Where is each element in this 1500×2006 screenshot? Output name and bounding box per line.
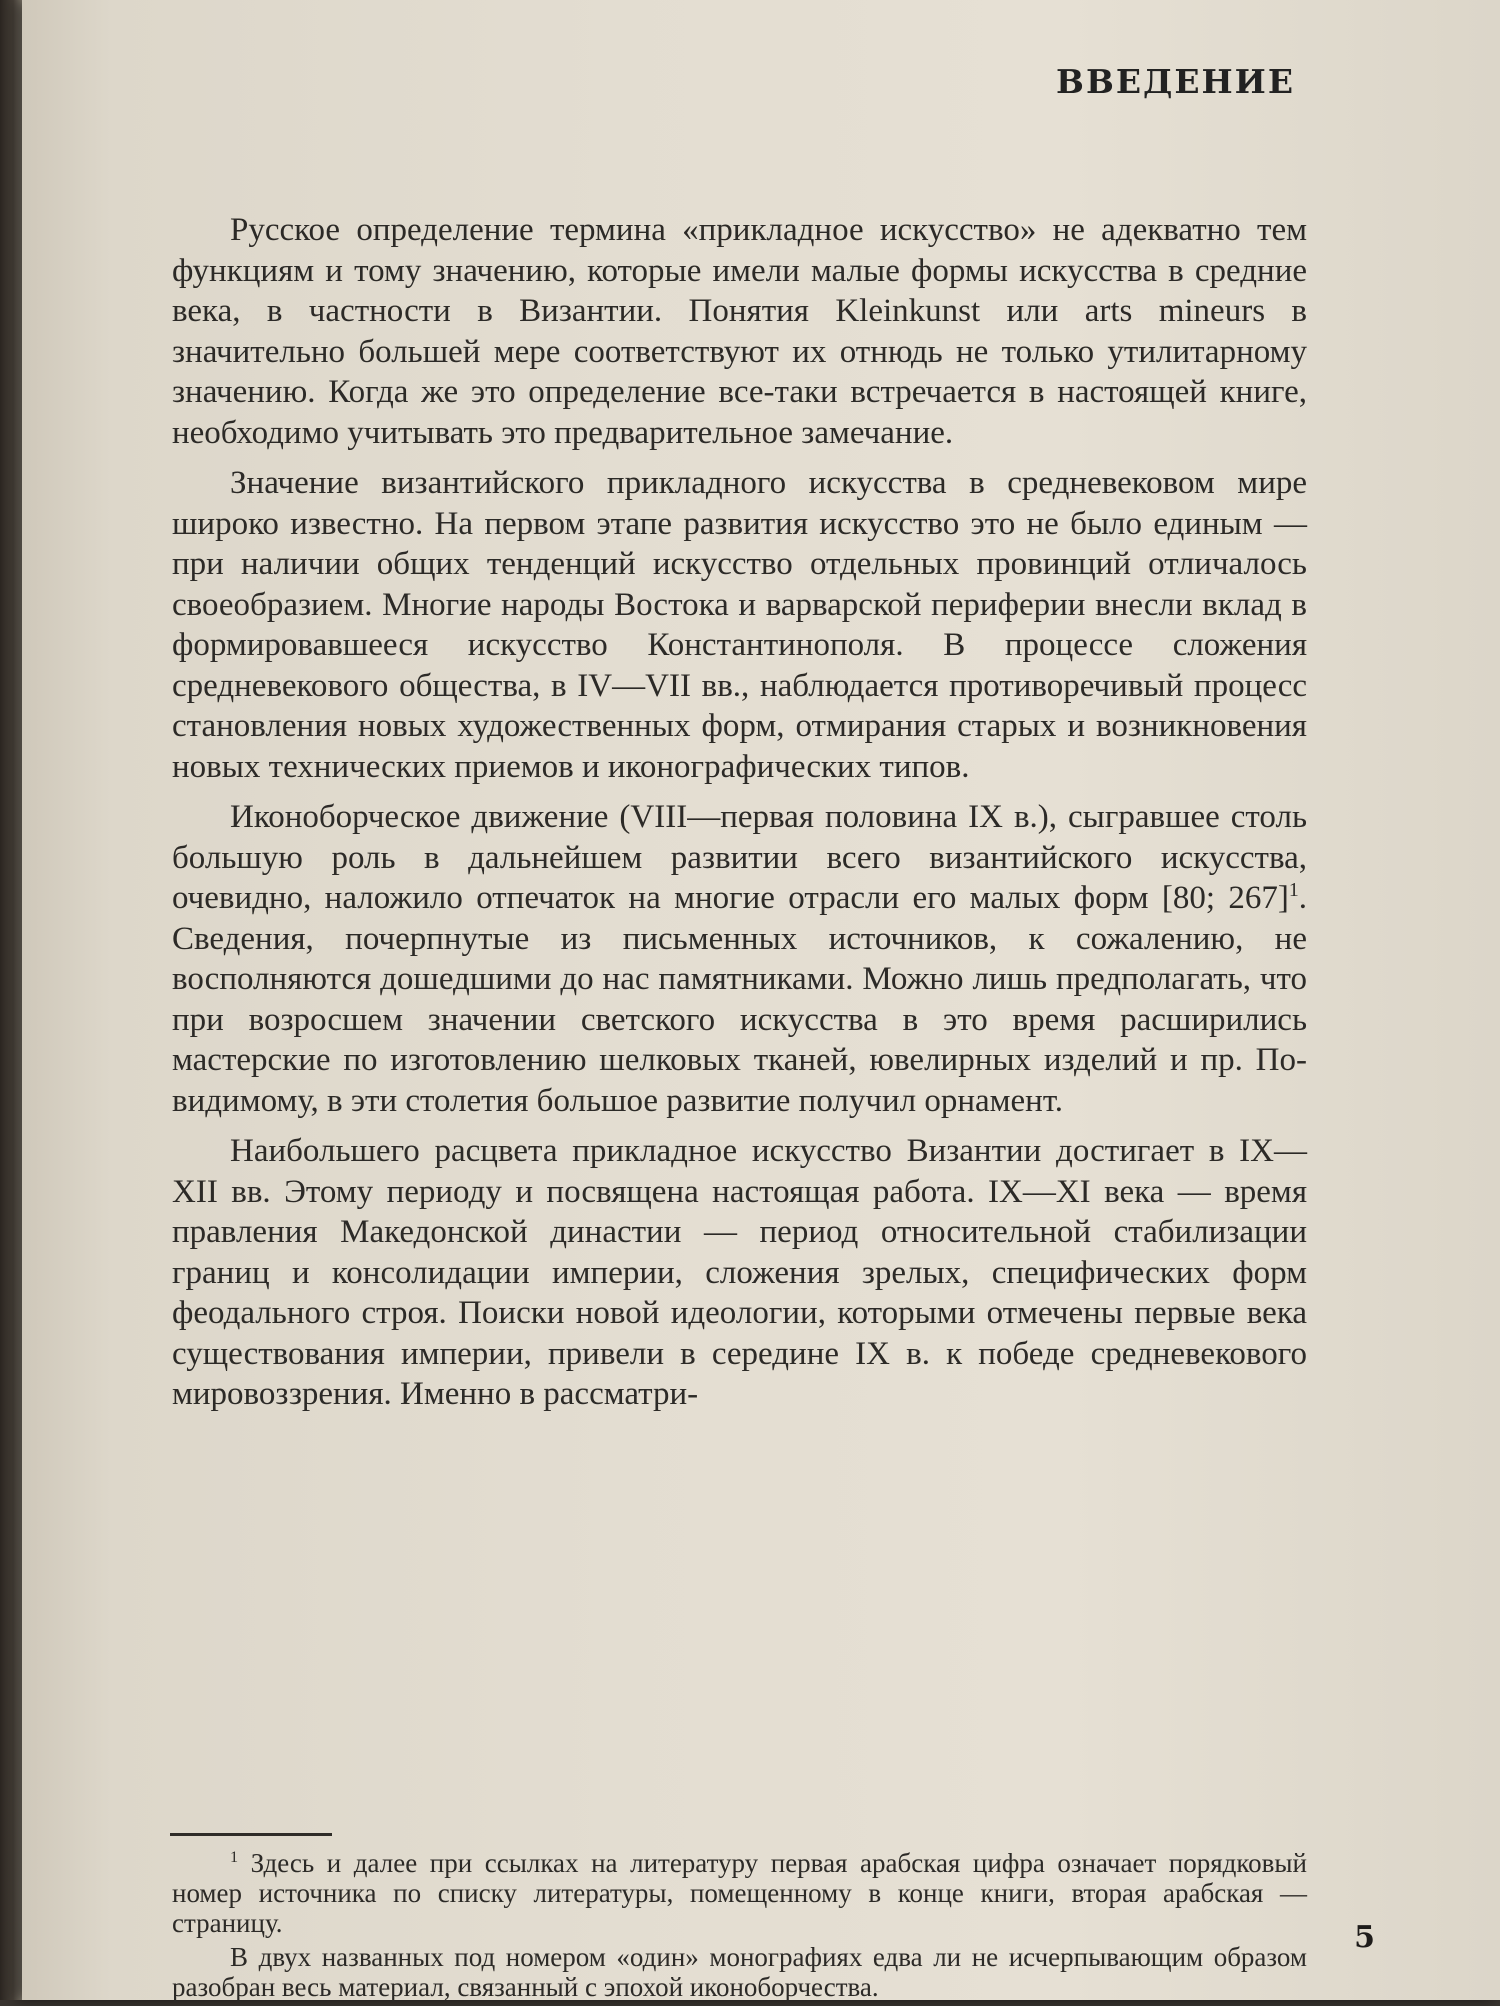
chapter-heading: ВВЕДЕНИЕ (1056, 62, 1295, 101)
footnote-1 (172, 1848, 1307, 1938)
body-text (172, 210, 1307, 1425)
book-page (22, 0, 1500, 2000)
paragraph-3-text-a: Иконоборческое движение (VIII—первая половина IX в.), сыгравшее столь большую роль в дальнейшем развитии всего византийского искусства, очевидно, наложило отпечаток на многие отрасли его малых форм [80; 267] (172, 799, 1307, 916)
footnote-2: В двух названных под номером «один» монографиях едва ли не исчерпывающим образом разобран весь материал, связанный с эпохой иконоборчества. (172, 1942, 1307, 2002)
footnote-marker: 1 (230, 1848, 239, 1866)
paragraph-1: Русское определение термина «прикладное искусство» не адекватно тем функциям и тому значению, которые имели малые формы искусства в средние века, в частности в Византии. Понятия Kleinkunst или arts mineurs в значительно большей мере соответствуют их отнюдь не только утилитарному значению. Когда же это определение все-таки встречается в настоящей книге, необходимо учитывать это предварительное замечание. (172, 212, 1307, 451)
footnotes (172, 1848, 1307, 2006)
footnote-ref: 1 (1288, 879, 1299, 901)
paragraph-3-text-b: . Сведения, почерпнутые из письменных источников, к сожалению, не восполняются дошедшими до нас памятниками. Можно лишь предполагать, что при возросшем значении светского искусства в это время расширились мастерские по изготовлению шелковых тканей, ювелирных изделий и пр. По-видимому, в эти столетия большое развитие получил орнамент. (172, 880, 1307, 1119)
paragraph-3 (172, 797, 1307, 1121)
footnote-divider (170, 1833, 332, 1836)
page-number: 5 (1354, 1920, 1375, 1955)
paragraph-4: Наибольшего расцвета прикладное искусство Византии достигает в IX—XII вв. Этому периоду и посвящена настоящая работа. IX—XI века — время правления Македонской династии — период относительной стабилизации границ и консолидации империи, сложения зрелых, специфических форм феодального строя. Поиски новой идеологии, которыми отмечены первые века существования империи, привели в середине IX в. к победе средневекового мировоззрения. Именно в рассматри- (172, 1133, 1307, 1412)
footnote-1-text: Здесь и далее при ссылках на литературу первая арабская цифра означает порядковый номер источника по списку литературы, помещенному в конце книги, вторая арабская — страницу. (172, 1848, 1307, 1938)
book-gutter (0, 0, 22, 2000)
paragraph-2: Значение византийского прикладного искусства в средневековом мире широко известно. На первом этапе развития искусство это не было единым — при наличии общих тенденций искусство отдельных провинций отличалось своеобразием. Многие народы Востока и варварской периферии внесли вклад в формировавшееся искусство Константинополя. В процессе сложения средневекового общества, в IV—VII вв., наблюдается противоречивый процесс становления новых художественных форм, отмирания старых и возникновения новых технических приемов и иконографических типов. (172, 465, 1307, 785)
